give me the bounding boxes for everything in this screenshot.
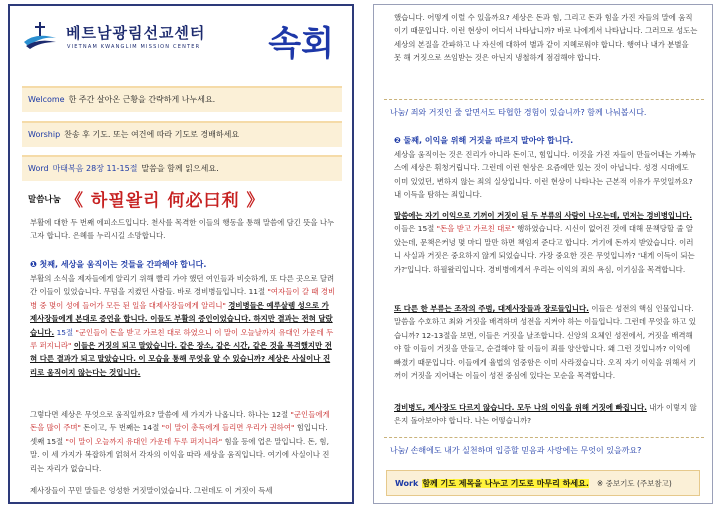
- word-reference: 마태복음 28장 11-15절: [52, 164, 138, 173]
- p2-text-c: 힘입니다. 셋째 15절: [30, 423, 328, 446]
- p3-quote: "돈을 받고 가르친 대로": [436, 224, 515, 234]
- word-text: 말씀을 함께 읽으세요.: [141, 164, 219, 173]
- point-two-body-3: [394, 302, 698, 382]
- p3-text-c: 행하였습니다. 시신이 없어진 것에 대해 문책당할 줄 알았는데, 문책은커녕 몇 마디 말만 하면 책임져 준다고 합니다. 거기에 돈까지 받았습니다. 이러니 사실과 거짓은 중요하지 않게 되었습니다. 가장 중요한 것은 무엇입니까? '내게 이득이 되는가?'입니다. 하필왈리입니다. 경비병에게서 우리는 이익의 죄의 욕심, 이기심을 목격합니다.: [394, 224, 695, 274]
- work-box: [386, 470, 700, 496]
- p4-text-a: 또 다른 한 부류는 조작의 주범, 대제사장들과 장로들입니다.: [394, 304, 589, 313]
- p2-quote-a: "군인들에게 돈을 많이 주며": [30, 410, 330, 433]
- word-tag: Word: [28, 164, 49, 173]
- p1-quote-a: "여자들이 갈 때 경비병 중 몇이 성에 들어가 모든 된 일을 대제사장들에게 알리니": [30, 287, 336, 310]
- right-page: [373, 4, 713, 504]
- p1-quote-b: "군인들이 돈을 받고 가르친 대로 하였으니 이 말이 오늘날까지 유대인 가운데 두루 퍼지니라": [30, 327, 334, 351]
- divider-2: [384, 437, 704, 438]
- point-two-body: 세상을 움직이는 것은 진리가 아니라 돈이고, 힘입니다. 이것을 가진 자들이 만들어내는 가짜뉴스에 세상은 휘청거립니다. 그런데 이런 현상은 요즘에만 있는 것이 아닙니다. 성경 시대에도 이미 있었던, 변하지 않는 죄의 실상입니다. 이런 현상이 나타나는 근본적 이유가 무엇일까요? 내 이득을 탐하는 죄입니다.: [394, 150, 696, 200]
- welcome-box: [22, 86, 342, 112]
- worship-tag: Worship: [28, 130, 61, 139]
- work-tag: Work: [395, 479, 419, 488]
- welcome-text: 한 주간 살아온 근황을 간략하게 나누세요.: [68, 95, 216, 104]
- page-header: [10, 6, 352, 70]
- sermon-label: 말씀나눔: [28, 195, 61, 205]
- work-note: ※ 중보기도 (주보참고): [596, 479, 672, 488]
- point-one-heading: ❶ 첫째, 세상을 움직이는 것들을 간파해야 합니다.: [30, 260, 207, 269]
- p2-quote-c: "이 말이 오늘까지 유대인 가운데 두루 퍼지니라": [65, 436, 223, 446]
- point-one-body-2: [30, 408, 336, 475]
- page-title: 속회: [268, 24, 334, 64]
- work-text: 함께 기도 제목을 나누고 기도로 마무리 하세요.: [422, 479, 589, 488]
- point-two-heading: ❷ 둘째, 이익을 위해 거짓을 따르지 말아야 합니다.: [394, 136, 574, 145]
- p2-text-b: 돈이고, 두 번째는 14절: [83, 423, 160, 433]
- worship-text: 찬송 후 기도. 또는 여건에 따라 기도로 경배하세요: [64, 130, 240, 139]
- sermon-title: 《 하필왈리 何必曰利 》: [66, 191, 265, 211]
- center-name-en: VIETNAM KWANGLIM MISSION CENTER: [67, 44, 201, 50]
- p1-ref: 15절: [56, 327, 74, 337]
- discussion-question-2: 나눔/ 손해에도 내가 실천하며 입증할 믿음과 사랑에는 무엇이 있을까요?: [390, 446, 642, 455]
- divider: [384, 99, 704, 100]
- center-name: 베트남광림선교센터: [66, 24, 206, 42]
- sermon-title-row: [28, 186, 338, 210]
- p5-text-a: 경비병도, 제사장도 다르지 않습니다. 모두 나의 이익을 위해 거짓에 빠집니다.: [394, 403, 647, 412]
- point-two-body-2: [394, 209, 698, 276]
- welcome-tag: Welcome: [28, 95, 65, 104]
- worship-box: [22, 121, 342, 147]
- intro-paragraph: 부활에 대한 두 번째 에피소드입니다. 천사를 목격한 이들의 행동을 통해 말씀에 담긴 뜻을 나누고자 합니다. 은혜를 누리시길 소망합니다.: [30, 218, 335, 241]
- point-two-body-4: [394, 401, 698, 428]
- point-one-body-3: 제사장들이 꾸민 말들은 엉성한 거짓말이었습니다. 그런데도 이 거짓이 득세: [30, 486, 273, 495]
- p3-text-a: 말씀에는 자기 이익으로 기꺼이 거짓이 된 두 부류의 사람이 나오는데, 먼저는 경비병입니다.: [394, 211, 693, 220]
- left-page: [8, 4, 354, 504]
- p2-text-a: 그렇다면 세상은 무엇으로 움직일까요? 말씀에 세 가지가 나옵니다. 하나는 12절: [30, 410, 289, 419]
- p2-text-d: 힘을 등에 업은 말입니다. 돈, 힘, 말. 이 세 가지가 복잡하게 얽혀서 각자의 이익을 따라 세상을 움직입니다. 여기에 사실이나 진리는 자리가 없습니다.: [30, 436, 330, 473]
- p1-text-a: 부활의 소식을 제자들에게 알리기 위해 빨리 가야 했던 여인들과 비슷하게, 또 다른 곳으로 달려간 이들이 있었습니다. 무덤을 지켰던 사람들. 바로 경비병들입니다. 11절: [30, 274, 335, 297]
- point-one-body: [30, 272, 336, 379]
- right-paragraph-1: 했습니다. 어떻게 이럴 수 있을까요? 세상은 돈과 힘, 그리고 돈과 힘을 가진 자들의 말에 움직이기 때문입니다. 이런 현상이 어디서 나타납니까? 바로 나에게서 나타납니다. 그러므로 성도는 세상의 본질을 간파하고 나 자신에 대하여 별과 같이 지혜로워야 합니다. 행여나 내가 분별을 못 해 거짓으로 쓰임받는 것은 아닌지 냉철하게 점검해야 합니다.: [394, 13, 698, 63]
- p3-text-b: 이들은 15절: [394, 224, 435, 234]
- discussion-question-1: 나눔/ 죄와 거짓인 줄 알면서도 타협한 경험이 있습니까? 함께 나눠봅시다.: [390, 108, 647, 117]
- p1-text-b: 경비병들은 예루살렘 성으로 가 제사장들에게 본대로 증언을 합니다. 이들도 부활의 증인이었습니다. 하지만 결과는 전혀 달랐습니다.: [30, 300, 333, 337]
- p5-text-b: 내가 이렇지 않은지 돌아보아야 합니다. 나는 어떻습니까?: [394, 403, 697, 426]
- p1-text-c: 이들은 거짓의 되고 말았습니다. 같은 장소, 같은 시간, 같은 것을 목격했지만 전혀 다른 결과가 되고 말았습니다. 이 모습을 통해 무엇을 알 수 있습니까? 세상은 사실이나 진리로 움직이지 않는다는 것입니다.: [30, 341, 332, 377]
- p4-text-b: 이들은 성전의 핵심 인물입니다. 말씀을 수호하고 최와 거짓을 배격하며 성전을 지켜야 하는 이들입니다. 그런데 무엇을 하고 있습니까? 12-13절을 보면, 이들은 거짓을 날조합니다. 신앙의 요체인 성전에서, 거짓을 배격해야 할 이들이 거짓을 만들고, 순결해야 할 이들이 죄를 양산합니다. 왜 그런 것입니까? 이익에 빠졌기 때문입니다. 이들에게 율법의 엄중함은 이미 사라졌습니다. 오직 자기 이익을 위해서 기꺼이 거짓을 지어내는 이들이 성전 중심에 있다는 모순을 목격합니다.: [394, 304, 696, 381]
- p2-quote-b: "이 말이 총독에게 들리면 우리가 권하여": [161, 423, 295, 433]
- church-logo-icon: [22, 20, 58, 50]
- word-box: [22, 155, 342, 181]
